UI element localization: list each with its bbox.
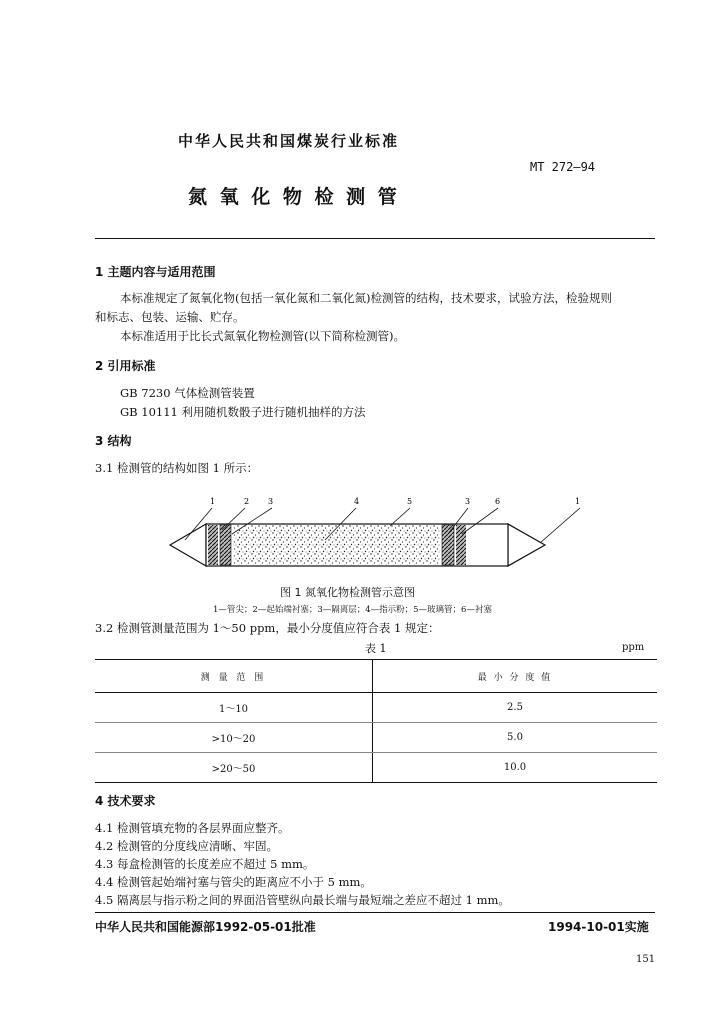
spec-table: [95, 660, 657, 783]
table-row: [95, 753, 657, 783]
table-title: 表 1: [365, 642, 387, 655]
figure-caption: 图 1 氮氧化物检测管示意图: [280, 586, 415, 599]
clause-4-5: 4.5 隔离层与指示粉之间的界面沿管壁纵向最长端与最短端之差应不超过 1 mm。: [95, 893, 510, 907]
figure-legend: 1—管尖；2—起始端衬塞；3—隔离层；4—指示粉；5—玻璃管；6—衬塞: [213, 605, 492, 615]
row-3-value: 10.0: [373, 753, 658, 783]
figure-label-5: 5: [407, 497, 413, 506]
right-tube-tip: [508, 524, 545, 566]
row-2-value: 5.0: [373, 723, 658, 753]
footer-rule: [95, 912, 655, 913]
table-unit: ppm: [622, 642, 645, 653]
detector-tube-figure: [160, 490, 580, 575]
approval-line: 中华人民共和国能源部1992-05-01批准: [95, 920, 316, 934]
section-4-heading: 4 技术要求: [95, 794, 156, 808]
figure-label-4: 4: [354, 497, 360, 506]
figure-label-2: 2: [244, 497, 250, 506]
figure-label-3-left: 3: [268, 497, 274, 506]
clause-4-4: 4.4 检测管起始端衬塞与管尖的距离应不小于 5 mm。: [95, 875, 372, 889]
row-1-value: 2.5: [373, 693, 658, 723]
end-plug: [456, 525, 466, 565]
figure-label-1-left: 1: [210, 497, 216, 506]
table-header-row: [95, 660, 657, 693]
left-tube-tip: [170, 524, 206, 566]
clause-4-1: 4.1 检测管填充物的各层界面应整齐。: [95, 821, 290, 835]
row-2-range: >10～20: [95, 723, 373, 753]
row-3-range: >20～50: [95, 753, 373, 783]
header-range: 测 量 范 围: [95, 660, 373, 693]
document-title: 氮 氧 化 物 检 测 管: [188, 186, 400, 208]
clause-3-1: 3.1 检测管的结构如图 1 所示：: [95, 461, 259, 475]
section-3-heading: 3 结构: [95, 434, 132, 448]
indicator-powder: [233, 525, 440, 565]
industry-standard-heading: 中华人民共和国煤炭行业标准: [178, 132, 400, 150]
effective-date: 1994-10-01实施: [548, 920, 649, 934]
clause-4-3: 4.3 每盒检测管的长度差应不超过 5 mm。: [95, 857, 315, 871]
section-1-heading: 1 主题内容与适用范围: [95, 265, 216, 279]
table-row: [95, 723, 657, 753]
standard-code: MT 272—94: [530, 160, 596, 174]
header-min-division: 最 小 分 度 值: [373, 660, 658, 693]
start-plug: [208, 525, 218, 565]
reference-gb7230: GB 7230 气体检测管装置: [120, 386, 255, 400]
section-1-para-1b: 和标志、包装、运输、贮存。: [95, 310, 245, 324]
figure-label-6: 6: [495, 497, 501, 506]
section-2-heading: 2 引用标准: [95, 359, 156, 373]
page-number: 151: [636, 954, 656, 965]
section-1-para-1a: 本标准规定了氮氧化物(包括一氧化氮和二氧化氮)检测管的结构，技术要求，试验方法，检验规则: [120, 291, 612, 305]
reference-gb10111: GB 10111 利用随机数骰子进行随机抽样的方法: [120, 405, 366, 419]
isolation-layer-left: [220, 525, 231, 565]
header-rule: [95, 238, 655, 239]
table-row: [95, 693, 657, 723]
figure-label-1-right: 1: [575, 497, 580, 506]
figure-label-3-right: 3: [465, 497, 471, 506]
clause-3-2: 3.2 检测管测量范围为 1～50 ppm，最小分度值应符合表 1 规定：: [95, 621, 440, 635]
section-1-para-2: 本标准适用于比长式氮氧化物检测管(以下简称检测管)。: [120, 329, 405, 343]
clause-4-2: 4.2 检测管的分度线应清晰、牢固。: [95, 839, 278, 853]
isolation-layer-right: [442, 525, 454, 565]
row-1-range: 1～10: [95, 693, 373, 723]
